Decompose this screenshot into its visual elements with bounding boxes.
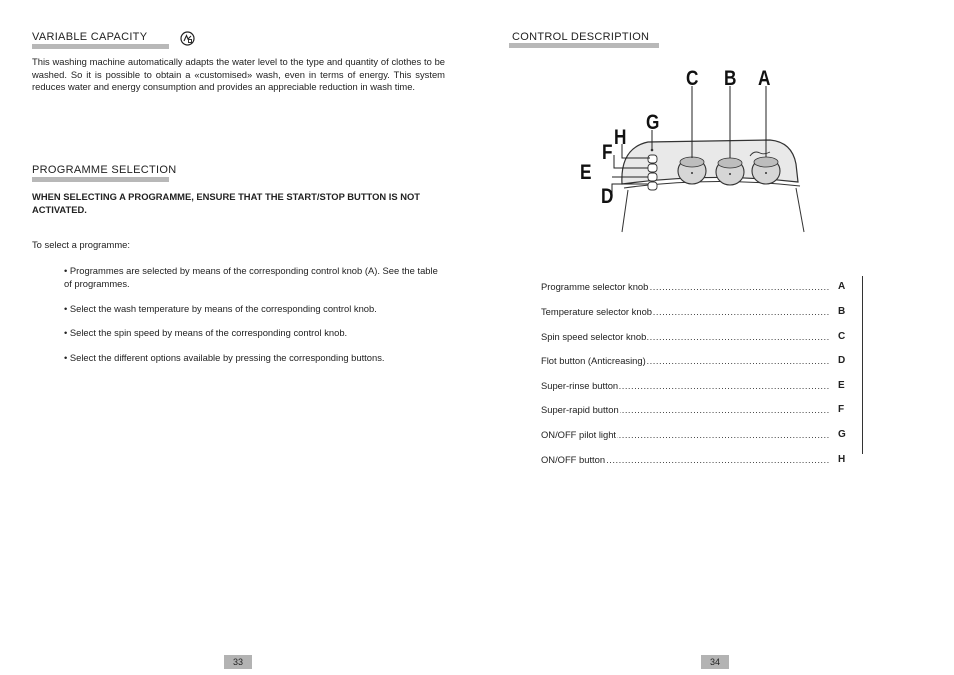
diagram-label-f: F <box>602 141 613 164</box>
bullet-item: • Select the spin speed by means of the corresponding control knob. <box>64 327 348 338</box>
table-row <box>541 380 853 394</box>
bullet-item: • Select the different options available by pressing the corresponding buttons. <box>64 352 385 363</box>
table-row-label: ON/OFF pilot light <box>541 429 617 440</box>
table-row <box>541 429 853 443</box>
section-underline <box>32 44 169 49</box>
table-row-letter: D <box>838 355 846 366</box>
diagram-label-a: A <box>758 67 771 90</box>
table-row-letter: H <box>838 454 846 465</box>
table-row-label: Flot button (Anticreasing) <box>541 355 646 366</box>
table-row-letter: A <box>838 281 846 292</box>
variable-capacity-title: VARIABLE CAPACITY <box>32 31 148 43</box>
table-row-letter: B <box>838 306 846 317</box>
table-row-label: Super-rapid button <box>541 404 619 415</box>
diagram-label-g: G <box>646 111 660 134</box>
programme-intro: To select a programme: <box>32 239 130 250</box>
diagram-label-h: H <box>614 126 627 149</box>
table-row-label: Temperature selector knob <box>541 306 652 317</box>
table-row-letter: C <box>838 331 846 342</box>
table-row-label: ON/OFF button <box>541 454 606 465</box>
control-description-title: CONTROL DESCRIPTION <box>512 31 650 43</box>
table-row-letter: F <box>838 404 845 415</box>
programme-warning: WHEN SELECTING A PROGRAMME, ENSURE THAT THE START/STOP BUTTON IS NOT ACTIVATED. <box>32 191 421 215</box>
table-row <box>541 306 853 320</box>
table-row-letter: G <box>838 429 846 440</box>
bullet-item: • Programmes are selected by means of the corresponding control knob (A). See the table of programmes. <box>64 265 438 289</box>
table-row-label: Super-rinse button <box>541 380 619 391</box>
table-row <box>541 281 853 295</box>
section-underline <box>509 43 659 48</box>
bullet-item: • Select the wash temperature by means of the corresponding control knob. <box>64 303 377 314</box>
table-row-label: Spin speed selector knob <box>541 331 647 342</box>
table-divider <box>862 276 863 454</box>
page-number-right: 34 <box>701 655 729 669</box>
page-number-left: 33 <box>224 655 252 669</box>
variable-capacity-icon <box>180 31 195 46</box>
table-row <box>541 454 853 468</box>
section-underline <box>32 177 169 182</box>
table-row-label: Programme selector knob <box>541 281 649 292</box>
table-row-letter: E <box>838 380 845 391</box>
diagram-label-c: C <box>686 67 699 90</box>
table-row <box>541 355 853 369</box>
table-row <box>541 404 853 418</box>
programme-selection-title: PROGRAMME SELECTION <box>32 164 177 176</box>
variable-capacity-text: This washing machine automatically adapts the water level to the type and quantity of clothes to be washed. So it is possible to obtain a «customised» wash, even in terms of energy. This system reduces water and energy consumption and provides an appreciable reduction in wash time. <box>32 56 445 93</box>
table-row <box>541 331 853 345</box>
diagram-label-e: E <box>580 161 592 184</box>
diagram-label-b: B <box>724 67 737 90</box>
diagram-label-d: D <box>601 185 614 208</box>
